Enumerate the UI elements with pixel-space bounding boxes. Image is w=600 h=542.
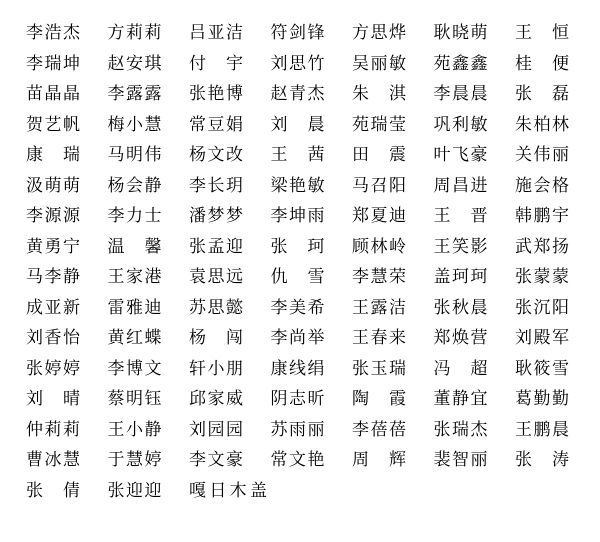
- name-cell: 赵青杰: [270, 84, 325, 105]
- name-cell: 康线绢: [270, 358, 325, 379]
- name-cell: 雷雅迪: [107, 297, 162, 318]
- name-cell: 张沉阳: [515, 297, 569, 318]
- name-cell: 郑焕营: [433, 328, 488, 349]
- name-cell: 刘 晴: [26, 389, 80, 410]
- name-cell: 张 涛: [515, 450, 569, 471]
- name-cell: 苑瑞莹: [352, 114, 406, 135]
- name-cell: 顾林岭: [352, 236, 406, 257]
- name-cell: 王 恒: [515, 23, 569, 44]
- name-cell: 苑鑫鑫: [433, 53, 488, 74]
- name-cell: 李坤雨: [270, 206, 325, 227]
- name-cell: 张 倩: [26, 480, 80, 501]
- name-cell: 赵安琪: [107, 53, 162, 74]
- name-cell: 曹冰慧: [26, 450, 80, 471]
- name-cell: 汲萌萌: [26, 175, 80, 196]
- name-cell: 周 辉: [352, 450, 406, 471]
- name-cell: 陶 霞: [352, 389, 406, 410]
- name-cell: 刘香怡: [26, 328, 80, 349]
- name-cell: 田 震: [352, 145, 406, 166]
- name-cell: 马召阳: [352, 175, 406, 196]
- name-cell: 成亚新: [26, 297, 80, 318]
- name-cell: 张秋晨: [433, 297, 488, 318]
- name-cell: 李文豪: [189, 450, 243, 471]
- name-cell: 李蓓蓓: [352, 419, 406, 440]
- name-cell: 杨会静: [107, 175, 162, 196]
- name-cell: 武郑扬: [515, 236, 569, 257]
- name-cell: 仇 雪: [270, 267, 325, 288]
- name-cell: 王 茜: [270, 145, 325, 166]
- name-cell: 常豆娟: [189, 114, 243, 135]
- name-cell: 施会格: [515, 175, 569, 196]
- name-cell: 周昌进: [433, 175, 488, 196]
- name-cell: 葛勤勤: [515, 389, 569, 410]
- name-cell: 黄勇宁: [26, 236, 80, 257]
- name-cell: 马明伟: [107, 145, 162, 166]
- name-cell: 苏雨丽: [270, 419, 325, 440]
- name-cell: 巩利敏: [433, 114, 488, 135]
- name-cell: 轩小朋: [189, 358, 243, 379]
- name-cell: 朱柏林: [515, 114, 569, 135]
- name-cell: 方思烨: [352, 23, 406, 44]
- name-cell: 李博文: [107, 358, 162, 379]
- name-cell: 梁艳敏: [270, 175, 325, 196]
- name-cell: 王鹏晨: [515, 419, 569, 440]
- name-cell: 张 磊: [515, 84, 569, 105]
- name-cell: 盖珂珂: [433, 267, 488, 288]
- name-cell: 王 晋: [433, 206, 488, 227]
- name-cell: 张婷婷: [26, 358, 80, 379]
- name-cell: 李力士: [107, 206, 162, 227]
- name-cell: 邱家威: [189, 389, 243, 410]
- name-cell: 桂 便: [515, 53, 569, 74]
- name-cell: 常文艳: [270, 450, 325, 471]
- name-cell: 王露洁: [352, 297, 406, 318]
- name-cell: 张瑞杰: [433, 419, 488, 440]
- name-cell: 裴智丽: [433, 450, 488, 471]
- name-cell: 苏思懿: [189, 297, 243, 318]
- name-cell: 王家港: [107, 267, 162, 288]
- name-cell: 耿筱雪: [515, 358, 569, 379]
- name-cell: 张艳博: [189, 84, 243, 105]
- name-cell: 刘思竹: [270, 53, 325, 74]
- name-cell: 董静宜: [433, 389, 488, 410]
- name-cell: 李美希: [270, 297, 325, 318]
- name-cell: 王春来: [352, 328, 406, 349]
- name-cell: 吴丽敏: [352, 53, 406, 74]
- name-cell: 耿晓萌: [433, 23, 488, 44]
- name-cell: 关伟丽: [515, 145, 569, 166]
- name-cell: 朱 淇: [352, 84, 406, 105]
- name-cell: 马李静: [26, 267, 80, 288]
- name-cell: 张玉瑞: [352, 358, 406, 379]
- name-cell: 袁思远: [189, 267, 243, 288]
- name-cell: 李浩杰: [26, 23, 80, 44]
- name-cell: 张 珂: [270, 236, 325, 257]
- name-cell: 王小静: [107, 419, 162, 440]
- name-cell: 李慧荣: [352, 267, 406, 288]
- name-cell: 阴志昕: [270, 389, 325, 410]
- name-cell: 吕亚洁: [189, 23, 243, 44]
- name-cell: 刘园园: [189, 419, 243, 440]
- name-cell: 蔡明钰: [107, 389, 162, 410]
- name-cell: 苗晶晶: [26, 84, 80, 105]
- name-cell: 冯 超: [433, 358, 488, 379]
- name-cell: 叶飞豪: [433, 145, 488, 166]
- name-cell: 符剑锋: [270, 23, 325, 44]
- name-cell: 杨 闯: [189, 328, 243, 349]
- name-cell: 黄红蝶: [107, 328, 162, 349]
- name-cell: 仲莉莉: [26, 419, 80, 440]
- name-cell: 李瑞坤: [26, 53, 80, 74]
- name-cell: 张孟迎: [189, 236, 243, 257]
- name-cell: 杨文改: [189, 145, 243, 166]
- name-cell: 温 馨: [107, 236, 162, 257]
- name-cell: 李晨晨: [433, 84, 488, 105]
- name-cell: 潘梦梦: [189, 206, 243, 227]
- name-cell: 嘎日木盖: [189, 480, 267, 501]
- name-cell: 梅小慧: [107, 114, 162, 135]
- name-cell: 张迎迎: [107, 480, 162, 501]
- name-cell: 李尚举: [270, 328, 325, 349]
- name-cell: 李源源: [26, 206, 80, 227]
- name-cell: 方莉莉: [107, 23, 162, 44]
- name-cell: 刘殿军: [515, 328, 569, 349]
- name-cell: 李长玥: [189, 175, 243, 196]
- name-cell: 于慧婷: [107, 450, 162, 471]
- name-cell: 康 瑞: [26, 145, 80, 166]
- name-cell: 韩鹏宇: [515, 206, 569, 227]
- name-cell: 郑夏迪: [352, 206, 406, 227]
- name-cell: 张蒙蒙: [515, 267, 569, 288]
- name-cell: 王笑影: [433, 236, 488, 257]
- name-cell: 付 宇: [189, 53, 243, 74]
- name-cell: 刘 晨: [270, 114, 325, 135]
- name-cell: 贺艺帆: [26, 114, 80, 135]
- name-list: [26, 18, 586, 506]
- name-cell: 李露露: [107, 84, 162, 105]
